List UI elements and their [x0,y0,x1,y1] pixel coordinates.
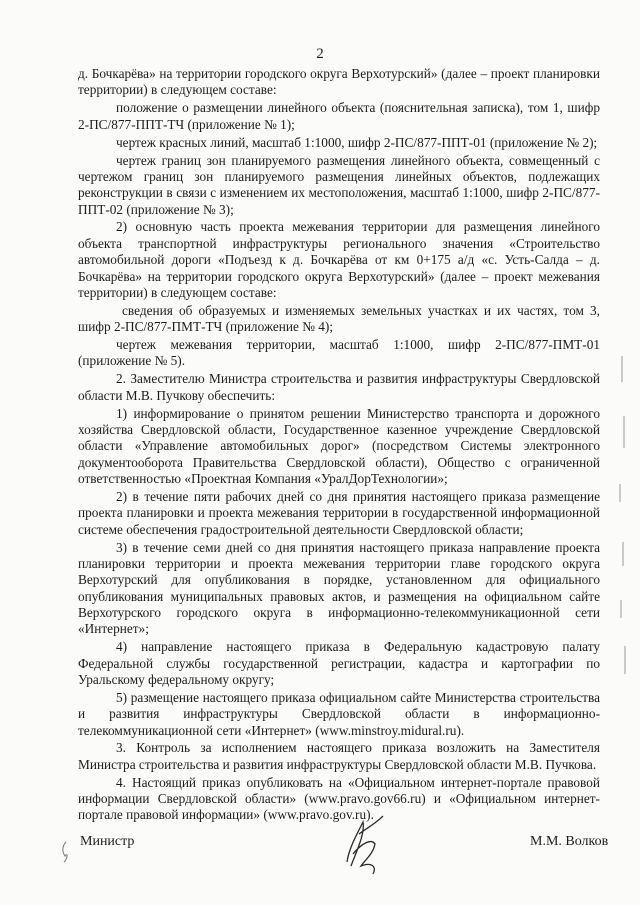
paragraph: чертеж красных линий, масштаб 1:1000, шифр 2-ПС/877-ППТ-01 (приложение № 2); [116,134,598,150]
paragraph: 2) основную часть проекта межевания территории для размещения линейного объекта транспортной инфраструктуры регионального значения «Строительство автомобильной дороги «Подъезд к д. Бочкарёва от км 0+175 а/д «с. Усть-Салда – д. Бочкарёва» на территории городского округа Верхотурский» (далее – проект межевания территории) в следующем составе: [78,219,600,300]
paragraph: чертеж границ зон планируемого размещения линейного объекта, совмещенный с чертежом границ зон планируемого размещения линейных объектов, подлежащих реконструкции в связи с изменением их местоположения, масштаб 1:1000, шифр 2-ПС/877-ППТ-02 (приложение № 3); [78,152,600,217]
paragraph: 2) в течение пяти рабочих дней со дня принятия настоящего приказа размещение проекта планировки и проекта межевания территории в государственной информационной системе обеспечения градостроительной деятельности Свердловской области; [78,488,600,537]
signatory-name: М.М. Волков [530,834,609,849]
paragraph: 4) направление настоящего приказа в Федеральную кадастровую палату Федеральной службы государственной регистрации, кадастра и картографии по Уральскому федеральному округу; [78,639,600,687]
document-body [78,66,600,825]
paragraph: 3) в течение семи дней со дня принятия настоящего приказа направление проекта планировки территории и проекта межевания территории главе городского округа Верхотурский для опубликования в порядке, установленном для официального опубликования муниципальных правовых актов, и размещения на официальном сайте Верхотурского городского округа в информационно-телекоммуникационной сети «Интернет»; [78,539,600,637]
paragraph: положение о размещении линейного объекта (пояснительная записка), том 1, шифр 2-ПС/877-ППТ-ТЧ (приложение № 1); [78,100,600,132]
margin-marks [614,356,632,686]
handwritten-signature [327,804,391,880]
paragraph: 4. Настоящий приказ опубликовать на «Официальном интернет-портале правовой информации Свердловской области» (www.pravo.gov66.ru) и «Официальном интернет-портале правовой информации» (www.pravo.gov.ru). [78,774,600,823]
paragraph: 2. Заместителю Министра строительства и развития инфраструктуры Свердловской области М.В. Пучкову обеспечить: [78,371,600,403]
scan-mark [60,840,72,864]
paragraph: 5) размещение настоящего приказа официальном сайте Министерства строительства и развития инфраструктуры Свердловской области в информационно-телекоммуникационной сети «Интернет» (www.minstroy.midural.ru). [78,689,600,738]
signature-title: Министр [80,834,135,849]
paragraph: 1) информирование о принятом решении Министерство транспорта и дорожного хозяйства Свердловской области, Государственное казенное учреждение Свердловской области «Управление автомобильных дорог» (посредством Системы электронного документооборота Правительства Свердловской области), Общество с ограниченной ответственностью «Проектная Компания «УралДорТехнологии»; [78,405,600,486]
paragraph: 3. Контроль за исполнением настоящего приказа возложить на Заместителя Министра строительства и развития инфраструктуры Свердловской области М.В. Пучкова. [78,740,600,772]
page-number: 2 [316,46,324,62]
paragraph: чертеж межевания территории, масштаб 1:1000, шифр 2-ПС/877-ПМТ-01 (приложение № 5). [78,337,600,369]
paragraph: д. Бочкарёва» на территории городского округа Верхотурский» (далее – проект планировки территории) в следующем составе: [78,66,600,98]
paragraph: сведения об образуемых и изменяемых земельных участках и их частях, том 3, шифр 2-ПС/877-ПМТ-ТЧ (приложение № 4); [78,302,600,335]
